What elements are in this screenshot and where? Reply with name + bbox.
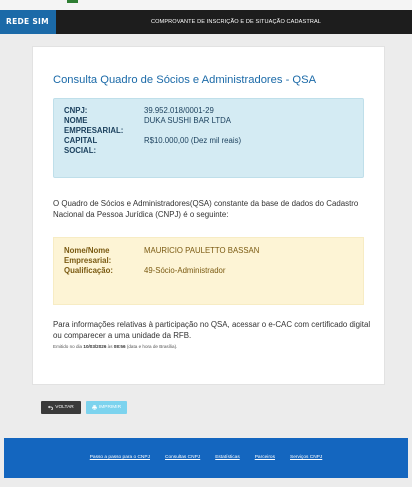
nome-label <box>64 116 144 136</box>
cnpj-label: CNPJ: <box>64 106 88 115</box>
partner-nome-label <box>64 246 144 266</box>
header-title: COMPROVANTE DE INSCRIÇÃO E DE SITUAÇÃO CADASTRAL <box>150 19 322 25</box>
footer-link-estatisticas[interactable]: Estatísticas <box>215 455 240 460</box>
emission-line <box>53 344 364 349</box>
back-arrow-icon <box>48 405 53 410</box>
page-title: Consulta Quadro de Sócios e Administradores - QSA <box>53 74 317 86</box>
emission-middle: às <box>106 344 114 349</box>
redesim-logo[interactable]: REDE SIM <box>0 10 56 34</box>
nome-value: DUKA SUSHI BAR LTDA <box>144 116 231 125</box>
partner-qual-label: Qualificação: <box>64 266 113 275</box>
partner-nome-value: MAURICIO PAULETTO BASSAN <box>144 246 260 255</box>
nome-label-line1: NOME <box>64 116 88 125</box>
cnpj-value: 39.952.018/0001-29 <box>144 106 214 115</box>
nome-row <box>64 116 363 136</box>
back-button-label: VOLTAR <box>55 405 74 410</box>
company-info-box <box>53 98 364 178</box>
print-button-label: IMPRIMIR <box>98 405 122 410</box>
print-button[interactable] <box>86 401 127 414</box>
partner-qual-row <box>64 266 363 276</box>
nome-label-line2: EMPRESARIAL: <box>64 126 124 135</box>
partner-qual-value: 49-Sócio-Administrador <box>144 266 226 275</box>
footer-links <box>4 455 408 463</box>
partner-nome-label-line2: Empresarial: <box>64 256 112 265</box>
printer-icon <box>92 405 97 410</box>
partner-nome-row <box>64 246 363 266</box>
info-text: Para informações relativas à participação no QSA, acessar o e-CAC com certificado digital ou comparecer a uma unidade da RFB. <box>53 320 371 340</box>
footer-link-passo-a-passo[interactable]: Passo a passo para o CNPJ <box>89 455 150 460</box>
partner-box <box>53 237 364 305</box>
capital-value: R$10.000,00 (Dez mil reais) <box>144 136 242 145</box>
site-footer <box>4 438 408 478</box>
tab-indicator <box>67 0 78 3</box>
capital-label <box>64 136 144 156</box>
capital-row <box>64 136 363 156</box>
cnpj-row <box>64 106 363 116</box>
partner-nome-label-line1: Nome/Nome <box>64 246 110 255</box>
qsa-description: O Quadro de Sócios e Administradores(QSA) constante da base de dados do Cadastro Nacional da Pessoa Jurídica (CNPJ) é o seguinte: <box>53 199 359 219</box>
emission-prefix: Emitido no dia <box>53 344 84 349</box>
footer-link-servicos[interactable]: Serviços CNPJ <box>290 455 323 460</box>
qsa-card <box>33 47 384 384</box>
site-header <box>0 10 412 34</box>
emission-time: 08:56 <box>113 344 126 349</box>
footer-link-parceiros[interactable]: Parceiros <box>254 455 275 460</box>
emission-suffix: (data e hora de Brasília). <box>125 344 178 349</box>
capital-label-line2: SOCIAL: <box>64 146 97 155</box>
back-button[interactable] <box>41 401 81 414</box>
footer-link-consultas[interactable]: Consultas CNPJ <box>165 455 201 460</box>
capital-label-line1: CAPITAL <box>64 136 98 145</box>
emission-date: 10/03/2026 <box>83 344 107 349</box>
browser-top-strip <box>0 0 412 10</box>
